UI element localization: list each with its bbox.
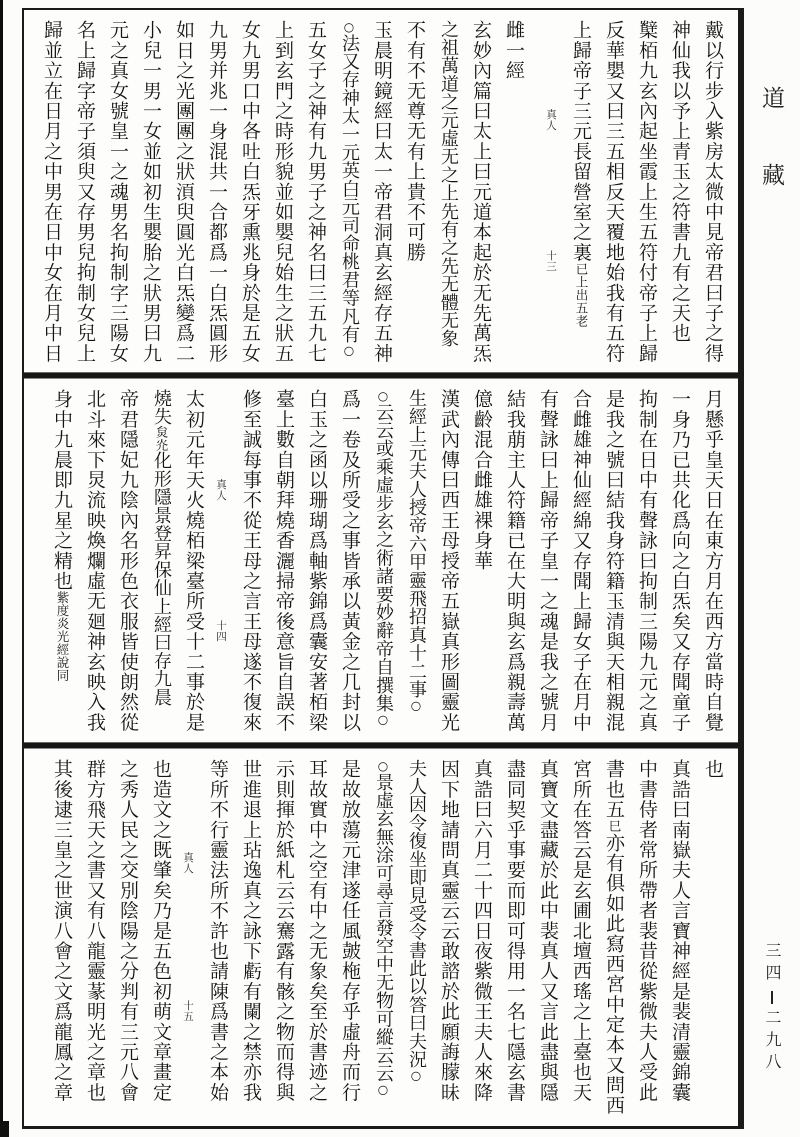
text-column bbox=[74, 20, 96, 364]
text-column bbox=[669, 759, 691, 1118]
register-divider bbox=[24, 372, 738, 379]
text-column bbox=[240, 759, 262, 1118]
text-column bbox=[537, 389, 559, 734]
text-column bbox=[405, 759, 427, 1118]
column-text: 示則揮於紙札云云騫露有骸之物而得與 bbox=[273, 759, 295, 1103]
column-text: 是故放蕩元津遂任風皷柂存乎虛舟而行 bbox=[339, 759, 361, 1103]
small-annotation: 紫度炎光經說同 bbox=[55, 591, 70, 682]
text-column bbox=[240, 389, 262, 734]
text-column bbox=[140, 20, 162, 364]
text-column bbox=[636, 759, 658, 1118]
column-text: 也 bbox=[702, 759, 724, 780]
column-text: 中書侍者常所帶者裴昔從紫微夫人受此 bbox=[636, 759, 658, 1103]
gutter-column bbox=[544, 20, 559, 364]
section-mark: ○ bbox=[376, 712, 390, 727]
section-mark: ○ bbox=[409, 1068, 423, 1083]
text-frame bbox=[22, 8, 744, 1129]
scan-blemish bbox=[0, 1121, 9, 1137]
column-text: 櫱栢九玄內起坐霞上生五符付帝子上歸 bbox=[636, 20, 658, 364]
column-text: 身中九晨即九星之精也 bbox=[51, 389, 73, 591]
column-text: 女九男口中各吐白炁牙熏兆身於是五女 bbox=[239, 20, 261, 364]
text-column bbox=[272, 20, 294, 364]
text-column bbox=[84, 759, 106, 1118]
text-column bbox=[371, 20, 393, 364]
column-text: 月懸乎皇天日在東方月在西方當時自覺 bbox=[702, 389, 724, 733]
text-column bbox=[471, 759, 493, 1118]
column-text: 群方飛天之書又有八龍靈蒃明光之章也 bbox=[84, 759, 106, 1103]
column-text: 是我之號曰結我身符籍玉清與天相親混 bbox=[603, 389, 625, 733]
column-text: 爲一卷及所受之事皆承以黃金之几封以 bbox=[339, 389, 361, 733]
small-annotation: 炱灮 bbox=[154, 425, 169, 452]
column-text: 戴以行步入紫房太微中見帝君曰子之得 bbox=[702, 20, 724, 364]
text-column bbox=[306, 759, 328, 1118]
text-column bbox=[702, 759, 724, 1118]
canon-char: 藏 bbox=[758, 163, 784, 240]
text-column bbox=[636, 389, 658, 734]
text-column bbox=[504, 759, 526, 1118]
column-text: 真寶文盡藏於此中裴真人又言此盡與隱 bbox=[537, 759, 559, 1103]
column-text: 白玉之函以珊瑚爲軸紫錦爲囊安著栢梁 bbox=[306, 389, 328, 733]
column-text: 之秀人民之交別陰陽之分判有三元八會 bbox=[117, 759, 139, 1103]
column-text: 拘制在日中有聲詠曰拘制三陽九元之真 bbox=[636, 389, 658, 733]
column-text: 不有不无尊无有上貴不可勝 bbox=[404, 20, 426, 263]
text-column bbox=[438, 759, 460, 1118]
column-text: 夫人因令復坐即見受令書此以答曰夫況 bbox=[406, 759, 427, 1069]
column-text: 耳故實中之空有中之无象矣至於書迹之 bbox=[306, 759, 328, 1103]
text-column bbox=[173, 20, 195, 364]
folio-dash bbox=[771, 991, 773, 1004]
section-mark: ○ bbox=[376, 759, 390, 773]
column-text: 小兒一男一女並如初生嬰胎之狀男曰九 bbox=[140, 20, 162, 364]
column-text: 雌一經 bbox=[503, 20, 525, 81]
gutter-label: 真人 bbox=[545, 109, 557, 132]
small-annotation: 巳 bbox=[607, 819, 622, 833]
column-text: 結我萠主人符籍已在大明與玄爲親壽萬 bbox=[504, 389, 526, 733]
column-text: 上到玄門之時形貌並如嬰兒始生之狀五 bbox=[272, 20, 294, 364]
text-column bbox=[339, 759, 361, 1118]
text-column bbox=[702, 20, 724, 364]
column-text: 上歸帝子三元長留營室之裏 bbox=[570, 20, 592, 263]
text-column bbox=[150, 759, 172, 1118]
folio-char: 四 bbox=[763, 964, 782, 986]
text-column bbox=[570, 389, 592, 734]
column-text: 之祖萬道之元虛无之上先有之先无體无象 bbox=[438, 20, 459, 348]
column-text: 法又存神太一元英白元司命桃君等凡有 bbox=[339, 34, 360, 344]
column-text: 臺上數自朝拜燒香灑掃帝後意旨自誤不 bbox=[273, 389, 295, 733]
text-column bbox=[570, 20, 592, 364]
canon-char: 道 bbox=[758, 86, 784, 163]
text-column bbox=[339, 389, 361, 734]
column-text: 如日之光團團之狀湏臾圓光白炁變爲二 bbox=[173, 20, 195, 364]
folio-char: 三 bbox=[763, 942, 782, 964]
gutter-column bbox=[181, 759, 196, 1118]
scan-edge bbox=[0, 0, 3, 1137]
section-title-column bbox=[503, 20, 535, 364]
gutter-folio: 十四 bbox=[215, 620, 227, 643]
column-text: 玄妙內篇曰太上曰元道本起於无先萬炁 bbox=[470, 20, 492, 364]
column-text: 元之真女號皇一之魂男名拘制字三陽女 bbox=[107, 20, 129, 364]
register-divider bbox=[24, 742, 738, 749]
column-text: 書也五 bbox=[603, 759, 625, 820]
section-mark: ○ bbox=[376, 1082, 390, 1097]
text-column bbox=[669, 389, 691, 734]
folio-char: 九 bbox=[763, 1031, 782, 1053]
text-column bbox=[305, 20, 327, 364]
gutter-folio: 十三 bbox=[545, 250, 557, 273]
column-text: 歸並立在日月之中男在日中女在月中日 bbox=[41, 20, 63, 364]
column-text: 其後逮三皇之世演八會之文爲龍鳳之章 bbox=[51, 759, 73, 1103]
text-column bbox=[41, 20, 63, 364]
text-column bbox=[702, 389, 724, 734]
section-mark: ○ bbox=[376, 389, 390, 403]
section-mark: ○ bbox=[342, 343, 356, 358]
column-text: 九男并兆一身混共一合都爲一白炁圓形 bbox=[206, 20, 228, 364]
text-column bbox=[273, 759, 295, 1118]
column-text: 一身乃已共化爲向之白炁矣又存聞童子 bbox=[669, 389, 691, 733]
text-column bbox=[404, 20, 426, 364]
folio-char: 二 bbox=[763, 1009, 782, 1031]
text-column bbox=[239, 20, 261, 364]
text-column bbox=[183, 389, 205, 734]
text-column bbox=[470, 20, 492, 364]
small-annotation: 已上出五老 bbox=[574, 262, 589, 328]
register-bottom bbox=[24, 749, 738, 1126]
text-column bbox=[537, 759, 559, 1118]
column-text: 真誥曰六月二十四日夜紫微王夫人來降 bbox=[471, 759, 493, 1103]
column-text: 也造文之既肇矣乃是五色初萌文章畫定 bbox=[150, 759, 172, 1103]
gutter-column bbox=[214, 389, 229, 734]
column-text: 世進退上玷逸真之詠下虧有闌之禁亦我 bbox=[240, 759, 262, 1103]
text-column bbox=[636, 20, 658, 364]
column-text: 燒失 bbox=[151, 389, 172, 426]
gutter-label: 真人 bbox=[215, 478, 227, 501]
column-text: 太初元年天火燒栢梁臺所受十二事於是 bbox=[183, 389, 205, 733]
text-column bbox=[84, 389, 106, 734]
text-column bbox=[570, 759, 592, 1118]
text-column bbox=[150, 389, 172, 734]
text-column bbox=[603, 389, 625, 734]
text-column bbox=[117, 389, 139, 734]
text-column bbox=[207, 759, 229, 1118]
column-text: 億齡混合雌雄裸身華 bbox=[471, 389, 493, 571]
column-text: 化形隱景登昇保仙上經曰存九晨 bbox=[151, 451, 172, 707]
gutter-folio: 十五 bbox=[182, 999, 194, 1022]
column-text: 名上歸字帝子須臾又存男兒拘制女兒上 bbox=[74, 20, 96, 364]
column-text: 五女子之神有九男子之神名曰三五九七 bbox=[305, 20, 327, 364]
column-text: 真誥曰南嶽夫人言寶神經是裴清靈錦囊 bbox=[669, 759, 691, 1103]
register-middle bbox=[24, 379, 738, 742]
text-column bbox=[603, 20, 625, 364]
text-column bbox=[669, 20, 691, 364]
register-top bbox=[24, 10, 738, 372]
column-text: 北斗來下炅流映煥爛虛无廻神玄映入我 bbox=[84, 389, 106, 733]
text-column bbox=[405, 389, 427, 734]
text-column bbox=[306, 389, 328, 734]
text-column bbox=[51, 389, 73, 734]
gutter-label: 真人 bbox=[182, 852, 194, 875]
page-number bbox=[761, 942, 784, 1075]
text-column bbox=[437, 20, 459, 364]
text-column bbox=[471, 389, 493, 734]
column-text: 修至誠每事不從王母之言王母遂不復來 bbox=[240, 389, 262, 733]
text-column bbox=[504, 389, 526, 734]
text-column bbox=[438, 389, 460, 734]
column-text: 因下地請問真靈云云敢諮於此願誨朦昧 bbox=[438, 759, 460, 1103]
canon-title bbox=[755, 86, 788, 240]
column-text: 生經上元夫人授帝六甲靈飛招真十二事 bbox=[406, 389, 427, 699]
section-mark: ○ bbox=[409, 698, 423, 713]
column-text: 云云或乘虛步玄之術諸要妙辭帝自撰集 bbox=[373, 403, 394, 713]
column-text: 有聲詠曰上歸帝子皇一之魂是我之號月 bbox=[537, 389, 559, 733]
text-column bbox=[206, 20, 228, 364]
column-text: 漢武內傳曰西王母授帝五嶽真形圖靈光 bbox=[438, 389, 460, 733]
text-column bbox=[603, 759, 625, 1118]
column-text: 神仙我以予上青玉之符書九有之天也 bbox=[669, 20, 691, 344]
text-column bbox=[107, 20, 129, 364]
text-column bbox=[273, 389, 295, 734]
folio-char: 八 bbox=[763, 1053, 782, 1075]
text-column bbox=[338, 20, 360, 364]
column-text: 亦有俱如此寫西宮中定本又問西 bbox=[603, 832, 625, 1116]
text-column bbox=[372, 759, 394, 1118]
column-text: 景虛玄無涂可尋言發空中无物可縱云云 bbox=[373, 773, 394, 1083]
section-mark: ○ bbox=[342, 20, 356, 34]
column-text: 玉晨明鏡經曰太一帝君洞真玄經存五神 bbox=[371, 20, 393, 364]
text-column bbox=[117, 759, 139, 1118]
column-text: 宮所在答云是玄圃北壇西瑤之上臺也天 bbox=[570, 759, 592, 1103]
column-text: 合雌雄神仙經綿又存聞上歸女子在月中 bbox=[570, 389, 592, 733]
column-text: 反華嬰又曰三五相反天覆地始我有五符 bbox=[603, 20, 625, 364]
column-text: 等所不行靈法所不許也請陳爲書之本始 bbox=[207, 759, 229, 1103]
text-column bbox=[372, 389, 394, 734]
column-text: 盡同契乎事要而即可得用一名七隱玄書 bbox=[504, 759, 526, 1103]
column-text: 帝君隱妃九陰內名形色衣服皆使朗然從 bbox=[117, 389, 139, 733]
text-column bbox=[51, 759, 73, 1118]
